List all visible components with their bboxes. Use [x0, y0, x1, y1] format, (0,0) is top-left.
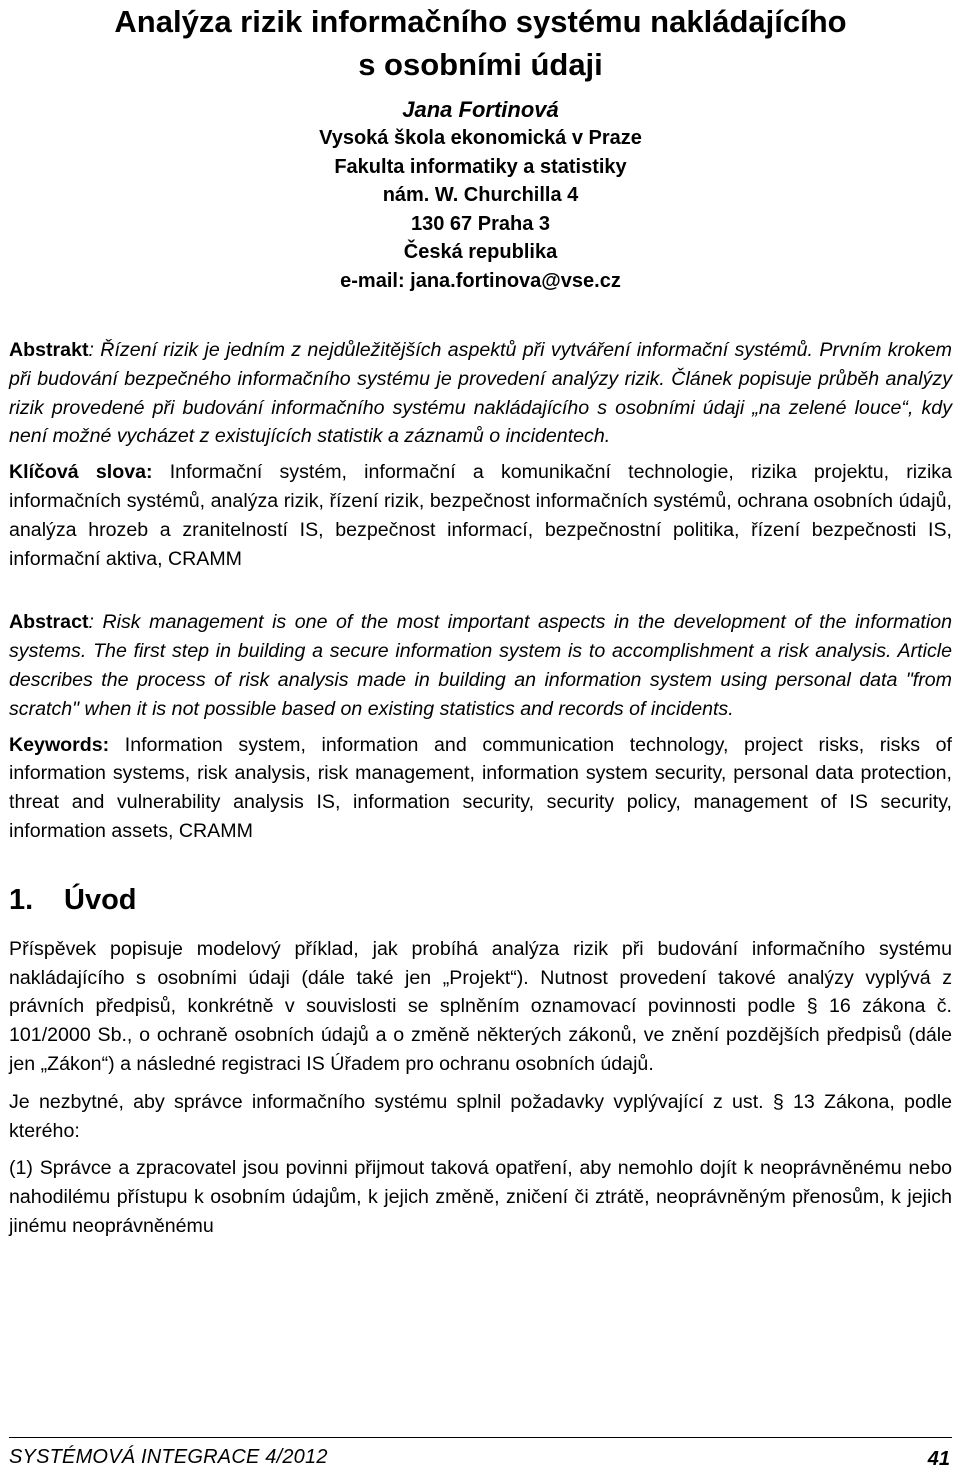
author-name: Jana Fortinová: [402, 97, 559, 122]
abstrakt-paragraph: [9, 336, 952, 451]
paper-page: [9, 0, 952, 1241]
intro-paragraph-1: Příspěvek popisuje modelový příklad, jak probíhá analýza rizik při budování informačního systému nakládajícího s osobními údaji (dále také jen „Projekt“). Nutnost provedení takové analýzy vyplývá z právních předpisů, konkrétně v souvislosti se splněním oznamovací povinnosti podle § 16 zákona č. 101/2000 Sb., o ochraně osobních údajů a o změně některých zákonů, ve znění pozdějších předpisů (dále jen „Zákon“) a následné registraci IS Úřadem pro ochranu osobních údajů.: [9, 937, 952, 1075]
section-heading: [9, 882, 952, 918]
keywords-label: Keywords:: [9, 733, 110, 756]
klicova-slova-paragraph: [9, 458, 952, 573]
abstrakt-label: Abstrakt: [9, 339, 89, 361]
page-footer: [9, 1437, 952, 1475]
abstract-paragraph: [9, 608, 952, 723]
footer-page-number: 41: [927, 1448, 950, 1470]
title-line-2: s osobními údaji: [358, 47, 603, 82]
author-block: [9, 96, 952, 295]
abstract-text: : Risk management is one of the most important aspects in the development of the information systems. The first step in building a secure information system is to accomplishment a risk analysis. Article describes the process of risk analysis made in building an information system using personal data "from scratch" when it is not possible based on existing statistics and records of incidents.: [9, 611, 952, 720]
keywords-text: Information system, information and communication technology, project risks, risks of information systems, risk analysis, risk management, information system security, personal data protection, threat and vulnerability analysis IS, information security, security policy, management of IS security, information assets, CRAMM: [9, 733, 952, 842]
intro-paragraph-3: (1) Správce a zpracovatel jsou povinni přijmout taková opatření, aby nemohlo dojít k neoprávněnému nebo nahodilému přístupu k osobním údajům, k jejich změně, zničení či ztrátě, neoprávněným přenosům, k jejich jinému neoprávněnému: [9, 1157, 952, 1237]
klicova-slova-text: Informační systém, informační a komunikační technologie, rizika projektu, rizika informačních systémů, analýza rizik, řízení rizik, bezpečnost informačních systémů, ochrana osobních údajů, analýza hrozeb a zranitelností IS, bezpečnost informací, bezpečnostní politika, řízení bezpečnosti IS, informační aktiva, CRAMM: [9, 461, 952, 570]
section-number: 1.: [9, 883, 34, 916]
intro-paragraph-2: Je nezbytné, aby správce informačního systému splnil požadavky vyplývající z ust. § 13 Zákona, podle kterého:: [9, 1090, 952, 1142]
paper-title: [9, 0, 952, 86]
abstrakt-text: : Řízení rizik je jedním z nejdůležitějších aspektů při vytváření informační systémů. Prvním krokem při budování bezpečného informačního systému je provedení analýzy rizik. Článek popisuje průběh analýzy rizik provedené při budování informačního systému nakládajícího s osobními údaji „na zelené louce“, kdy není možné vycházet z existujících statistik a záznamů o incidentech.: [9, 339, 952, 448]
keywords-paragraph: [9, 731, 952, 846]
affiliation-city: 130 67 Praha 3: [411, 212, 550, 235]
klicova-slova-label: Klíčová slova:: [9, 461, 153, 484]
affiliation-email: e-mail: jana.fortinova@vse.cz: [340, 269, 621, 292]
affiliation-university: Vysoká škola ekonomická v Praze: [319, 127, 642, 149]
affiliation-faculty: Fakulta informatiky a statistiky: [334, 155, 627, 178]
section-title: Úvod: [64, 883, 137, 916]
affiliation-street: nám. W. Churchilla 4: [382, 184, 579, 206]
title-line-1: Analýza rizik informačního systému nakládajícího: [114, 4, 847, 39]
footer-journal: SYSTÉMOVÁ INTEGRACE 4/2012: [9, 1446, 328, 1468]
affiliation-country: Česká republika: [403, 241, 558, 263]
abstract-label: Abstract: [9, 611, 89, 634]
